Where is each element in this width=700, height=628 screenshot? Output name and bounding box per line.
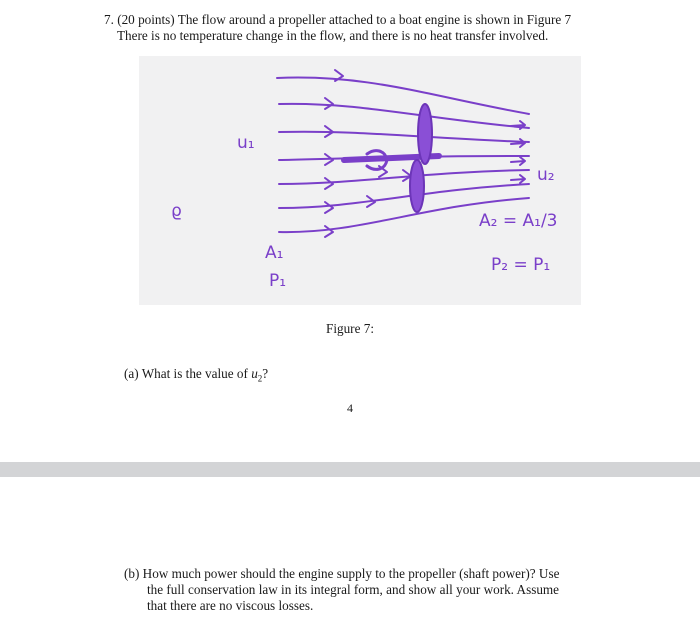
- label-a1: A₁: [265, 243, 284, 263]
- propeller-blade-bottom: [410, 160, 424, 212]
- label-rho: ϱ: [171, 201, 182, 221]
- exit-arrows: [511, 121, 525, 183]
- propeller: [344, 104, 439, 212]
- streamline-5: [279, 170, 529, 184]
- exit-arrow-2: [511, 139, 525, 147]
- propeller-blade-top: [418, 104, 432, 164]
- exit-arrow-3: [511, 157, 525, 165]
- arrow-s2: [325, 98, 333, 109]
- question-text-1: The flow around a propeller attached to a boat engine is shown in Figure 7: [177, 12, 572, 27]
- exit-arrow-4: [511, 175, 525, 183]
- part-a-end: ?: [262, 366, 269, 381]
- question-number: 7.: [104, 12, 114, 27]
- page-separator: [0, 462, 700, 477]
- figure-caption: Figure 7:: [326, 321, 374, 336]
- label-u1: u₁: [237, 133, 255, 153]
- part-a-sub: 2: [257, 373, 263, 384]
- part-a-text: What is the value of: [141, 366, 248, 381]
- part-b-line-2: the full conservation law in its integral form, and show all your work. Assume: [147, 582, 560, 597]
- part-a-label: (a): [124, 366, 139, 381]
- question-points: (20 points): [117, 12, 175, 27]
- flow-sketch: [139, 56, 581, 305]
- arrow-s7: [325, 226, 333, 237]
- question-header: [104, 12, 664, 44]
- question-line-1: [104, 12, 664, 28]
- label-p2-eq: P₂ = P₁: [491, 255, 551, 275]
- streamline-6: [279, 184, 529, 208]
- arrow-s6: [325, 202, 333, 213]
- question-line-2: There is no temperature change in the flow, and there is no heat transfer involved.: [117, 28, 549, 43]
- label-p1: P₁: [269, 271, 287, 291]
- page-number: 4: [347, 401, 353, 415]
- part-a-var: u: [251, 366, 258, 381]
- figure-7-photo: [139, 56, 581, 305]
- part-b-line-3: that there are no viscous losses.: [147, 598, 314, 613]
- label-a2-eq: A₂ = A₁/3: [479, 211, 558, 231]
- streamline-3: [279, 132, 529, 142]
- part-a: [124, 366, 268, 384]
- part-b-line-1: (b) How much power should the engine supply to the propeller (shaft power)? Use: [124, 566, 560, 581]
- part-b: [124, 566, 644, 614]
- label-u2: u₂: [537, 165, 555, 185]
- streamline-1: [277, 78, 529, 114]
